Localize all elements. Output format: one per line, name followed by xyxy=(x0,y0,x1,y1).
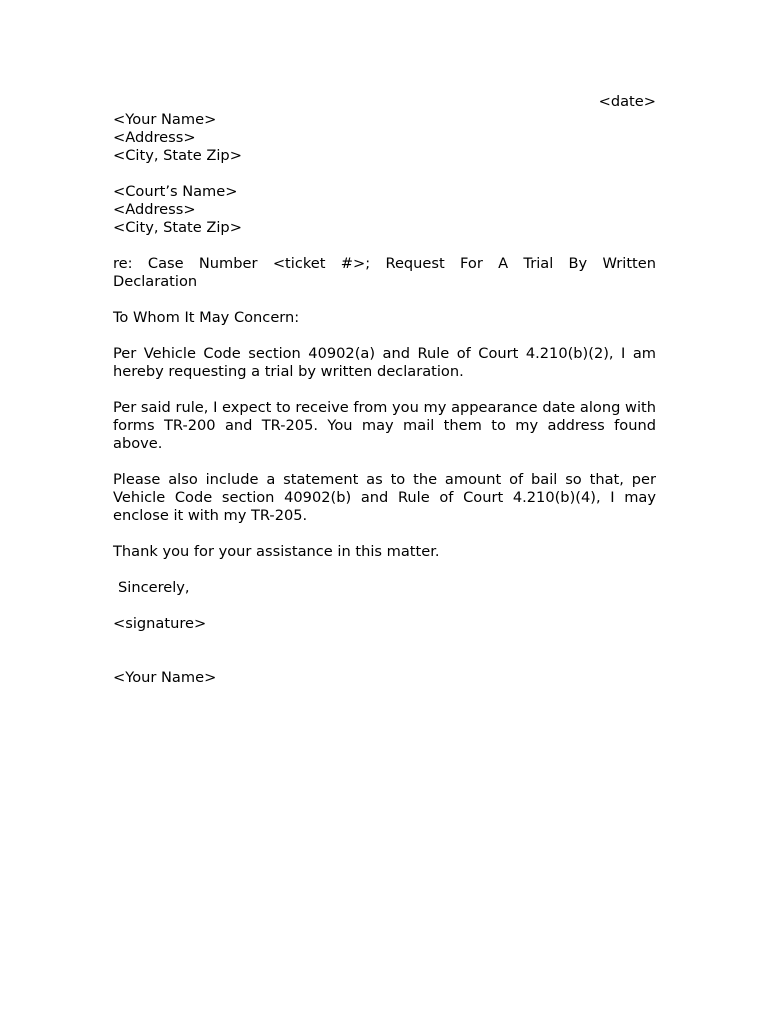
thanks-line: Thank you for your assistance in this matter. xyxy=(113,543,440,560)
court-address: <Address> xyxy=(113,201,196,218)
subject-line-1: re: Case Number <ticket #>; Request For A Trial By Written xyxy=(113,255,656,272)
sender-address: <Address> xyxy=(113,129,196,146)
subject-line xyxy=(113,255,656,291)
court-city-state-zip: <City, State Zip> xyxy=(113,219,242,236)
closing: Sincerely, xyxy=(118,579,190,596)
signer-name: <Your Name> xyxy=(113,669,217,686)
sender-address-block xyxy=(113,111,656,165)
subject-line-2: Declaration xyxy=(113,273,198,290)
body-paragraph-2: Per said rule, I expect to receive from you my appearance date along with forms TR-200 and TR-205. You may mail them to my address found above. xyxy=(113,399,656,452)
court-name: <Court’s Name> xyxy=(113,183,238,200)
recipient-address-block xyxy=(113,183,656,237)
body-paragraph-1: Per Vehicle Code section 40902(a) and Rule of Court 4.210(b)(2), I am hereby requesting a trial by written declaration. xyxy=(113,345,656,380)
sender-city-state-zip: <City, State Zip> xyxy=(113,147,242,164)
sender-name: <Your Name> xyxy=(113,111,217,128)
salutation: To Whom It May Concern: xyxy=(113,309,300,326)
letter-date: <date> xyxy=(598,93,656,110)
letter-page xyxy=(113,93,656,687)
signature-placeholder: <signature> xyxy=(113,615,207,632)
body-paragraph-3: Please also include a statement as to the amount of bail so that, per Vehicle Code section 40902(b) and Rule of Court 4.210(b)(4), I may enclose it with my TR-205. xyxy=(113,471,656,524)
